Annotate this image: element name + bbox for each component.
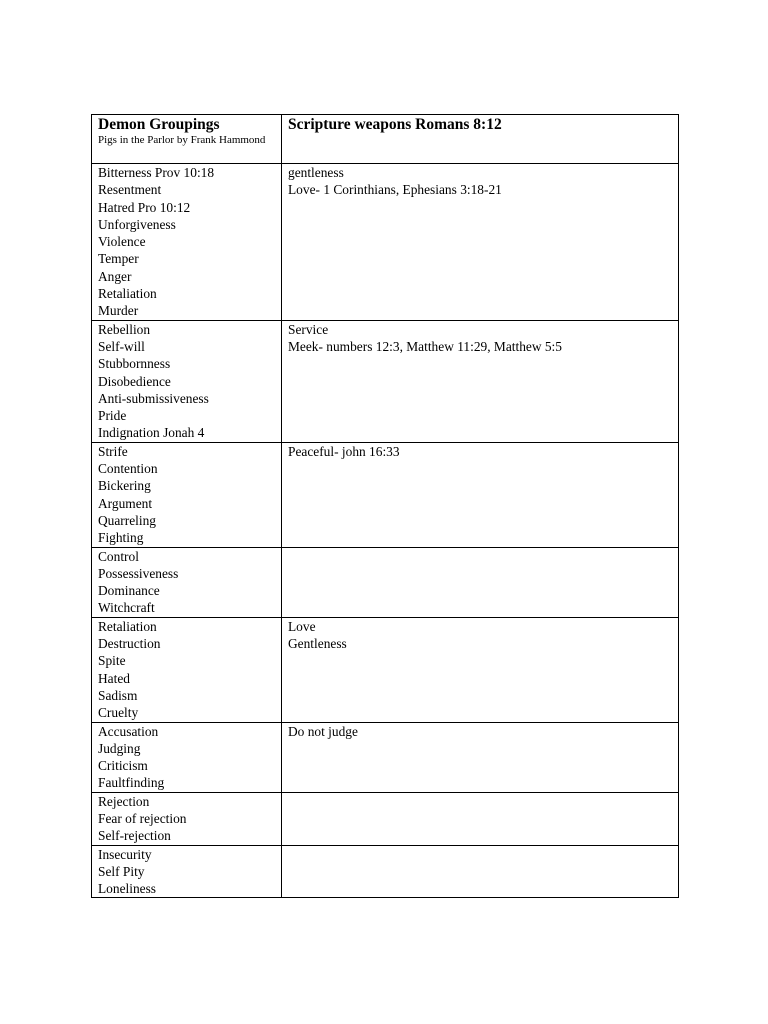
scripture-weapon-item: gentleness (288, 165, 344, 180)
demon-item: Self Pity (98, 863, 145, 879)
table-body (92, 115, 679, 898)
demon-item: Self-will (98, 338, 145, 354)
demon-item: Rebellion (98, 321, 151, 337)
demon-item: Spite (98, 653, 126, 669)
demon-item: Temper (98, 251, 139, 267)
scripture-weapon-item: Gentleness (288, 636, 347, 652)
header-subtitle-source: Pigs in the Parlor by Frank Hammond (98, 134, 266, 146)
scripture-weapon-cell (282, 320, 679, 442)
demon-item: Sadism (98, 687, 138, 703)
demon-item: Violence (98, 234, 146, 250)
demon-item: Cruelty (98, 705, 139, 721)
demon-item: Pride (98, 408, 127, 424)
demon-item: Stubbornness (98, 356, 171, 372)
demon-group-cell (92, 442, 282, 547)
demon-item: Loneliness (98, 881, 157, 897)
header-row (92, 115, 679, 164)
demon-group-cell (92, 164, 282, 321)
scripture-weapon-cell (282, 547, 679, 617)
scripture-weapon-item: Service (288, 321, 329, 337)
demon-item: Hatred Pro 10:12 (98, 199, 191, 215)
demon-item: Self-rejection (98, 828, 171, 844)
scripture-weapon-cell (282, 442, 679, 547)
demon-item: Bitterness Prov 10:18 (98, 165, 215, 180)
scripture-weapon-item: Do not judge (288, 723, 358, 739)
demon-item: Indignation Jonah 4 (98, 425, 205, 441)
demon-item: Hated (98, 670, 130, 686)
demon-item: Retaliation (98, 618, 157, 634)
demon-group-cell (92, 792, 282, 845)
demon-item: Unforgiveness (98, 216, 176, 232)
table-row (92, 164, 679, 321)
demon-item: Rejection (98, 793, 150, 809)
demon-item: Accusation (98, 723, 159, 739)
demon-item: Contention (98, 461, 158, 477)
table-row (92, 320, 679, 442)
demon-item: Insecurity (98, 846, 152, 862)
header-title-demons: Demon Groupings (98, 116, 220, 133)
header-cell-weapons (282, 115, 679, 164)
demon-group-cell (92, 547, 282, 617)
demon-item: Retaliation (98, 286, 157, 302)
table-row (92, 547, 679, 617)
scripture-weapon-cell (282, 792, 679, 845)
scripture-weapon-cell (282, 164, 679, 321)
demon-item: Judging (98, 740, 141, 756)
table-row (92, 722, 679, 792)
demon-item: Fear of rejection (98, 810, 187, 826)
scripture-weapon-cell (282, 617, 679, 722)
demon-item: Anti-submissiveness (98, 390, 209, 406)
demon-item: Witchcraft (98, 600, 155, 616)
demon-group-cell (92, 722, 282, 792)
header-cell-demons (92, 115, 282, 164)
demon-item: Argument (98, 495, 153, 511)
table-row (92, 792, 679, 845)
table-row (92, 617, 679, 722)
demon-item: Bickering (98, 478, 151, 494)
demon-item: Faultfinding (98, 775, 165, 791)
table-row (92, 442, 679, 547)
scripture-weapon-item: Love (288, 618, 316, 634)
demon-item: Quarreling (98, 512, 157, 528)
demon-item: Dominance (98, 583, 160, 599)
demon-item: Anger (98, 268, 132, 284)
demon-group-cell (92, 617, 282, 722)
demon-item: Criticism (98, 758, 148, 774)
demon-item: Resentment (98, 182, 162, 198)
demon-item: Murder (98, 303, 139, 319)
demon-item: Disobedience (98, 373, 171, 389)
demon-group-cell (92, 845, 282, 898)
demon-item: Control (98, 548, 139, 564)
demon-groupings-table (91, 114, 679, 898)
demon-item: Possessiveness (98, 565, 179, 581)
demon-item: Destruction (98, 636, 161, 652)
demon-group-cell (92, 320, 282, 442)
scripture-weapon-cell (282, 845, 679, 898)
demon-item: Strife (98, 443, 128, 459)
demon-item: Fighting (98, 530, 144, 546)
scripture-weapon-cell (282, 722, 679, 792)
scripture-weapon-item: Meek- numbers 12:3, Matthew 11:29, Matthew 5:5 (288, 338, 562, 354)
table-row (92, 845, 679, 898)
header-title-weapons: Scripture weapons Romans 8:12 (288, 116, 502, 133)
scripture-weapon-item: Love- 1 Corinthians, Ephesians 3:18-21 (288, 182, 502, 198)
scripture-weapon-item: Peaceful- john 16:33 (288, 443, 400, 459)
